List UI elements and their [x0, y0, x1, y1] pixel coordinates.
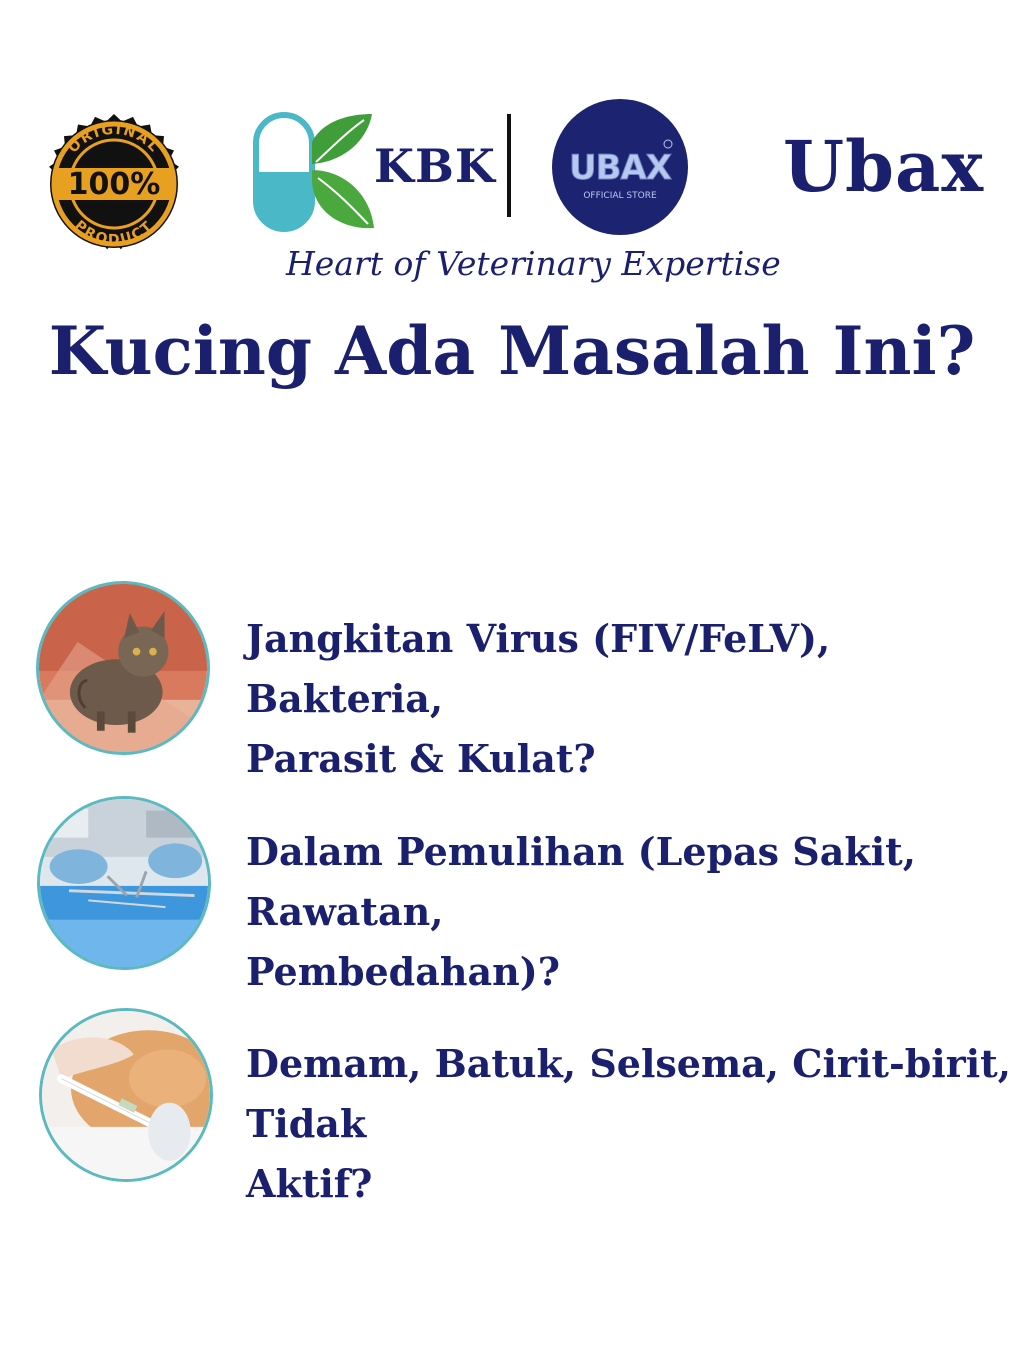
seal-percent: 100% — [67, 167, 161, 202]
ubax-logo-text: UBAX — [568, 148, 672, 188]
list-item — [246, 609, 1016, 789]
surgery-photo — [37, 796, 211, 970]
list-item-line: Aktif? — [246, 1161, 373, 1206]
page-headline: Kucing Ada Masalah Ini? — [48, 312, 976, 390]
list-item-line: Pembedahan)? — [246, 949, 561, 994]
seal-bottom-text: PRODUCT — [71, 217, 157, 249]
kbk-brand-name: KBK — [374, 139, 496, 193]
sick-kitten-photo — [36, 581, 210, 755]
kbk-tagline: Heart of Veterinary Expertise — [286, 244, 781, 283]
list-item-line: Jangkitan Virus (FIV/FeLV), Bakteria, — [246, 616, 831, 721]
list-item-line: Demam, Batuk, Selsema, Cirit-birit, Tidak — [246, 1041, 1011, 1146]
kbk-capsule-leaf-logo — [252, 112, 377, 232]
list-item-line: Parasit & Kulat? — [246, 736, 596, 781]
seal-top-text: ORIGINAL — [65, 121, 163, 157]
list-item — [246, 1034, 1016, 1214]
ubax-official-store-logo — [552, 99, 688, 236]
ubax-wordmark: Ubax — [783, 125, 985, 208]
list-item — [246, 822, 1016, 1002]
ubax-logo-subtext: OFFICIAL STORE — [583, 191, 657, 201]
original-product-seal — [30, 100, 198, 268]
list-item-line: Dalam Pemulihan (Lepas Sakit, Rawatan, — [246, 829, 916, 934]
logo-divider — [507, 114, 511, 217]
thermometer-cat-photo — [39, 1008, 213, 1182]
